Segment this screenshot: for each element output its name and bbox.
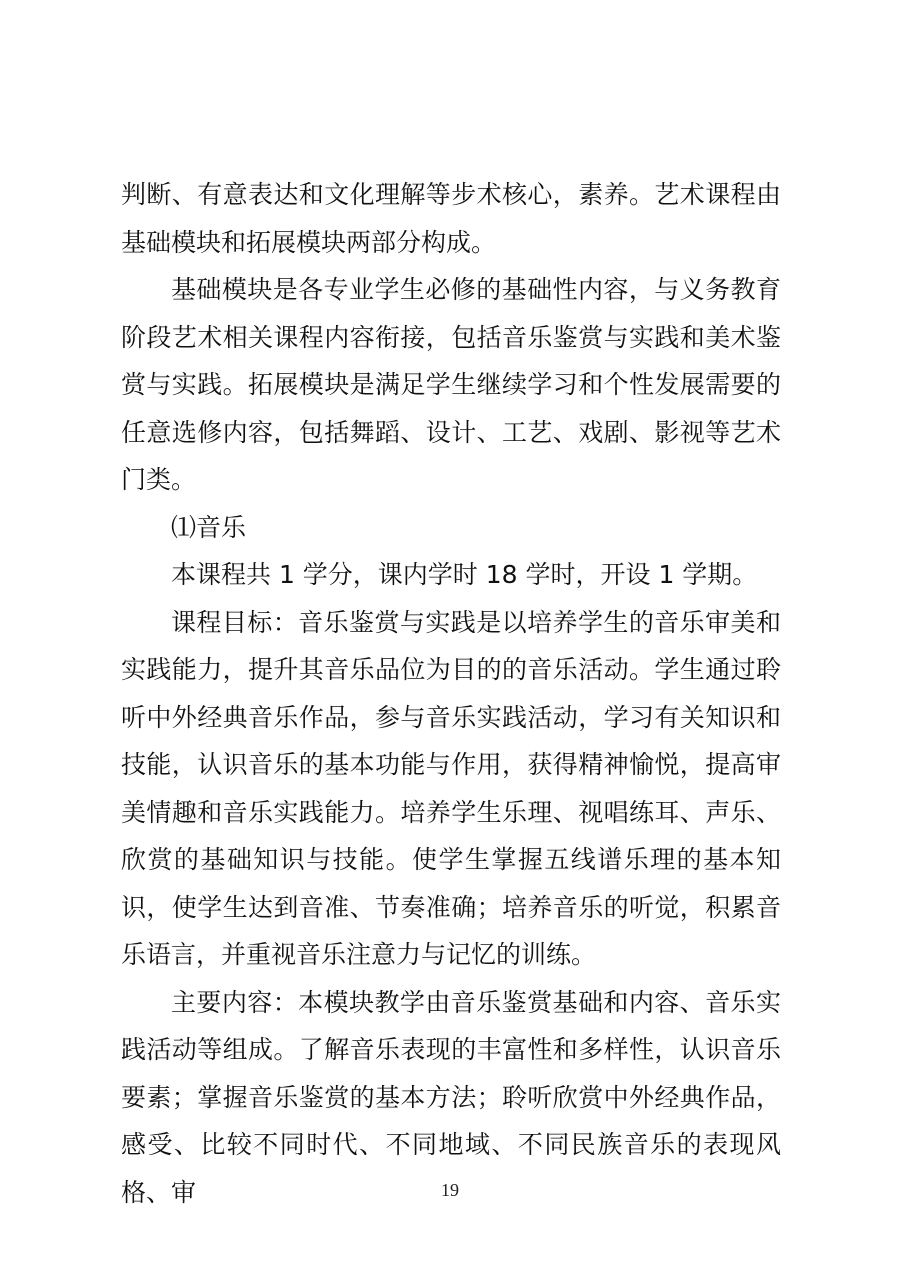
- page-number: 19: [441, 1180, 459, 1200]
- paragraph-course-goals: 课程目标：音乐鉴赏与实践是以培养学生的音乐审美和实践能力，提升其音乐品位为目的的音乐活动。学生通过聆听中外经典音乐作品，参与音乐实践活动，学习有关知识和技能，认识音乐的基本功能与作用，获得精神愉悦，提高审美情趣和音乐实践能力。培养学生乐理、视唱练耳、声乐、欣赏的基础知识与技能。使学生掌握五线谱乐理的基本知识，使学生达到音准、节奏准确；培养音乐的听觉，积累音乐语言，并重视音乐注意力与记忆的训练。: [121, 607, 781, 969]
- paragraph-main-content: 主要内容：本模块教学由音乐鉴赏基础和内容、音乐实践活动等组成。了解音乐表现的丰富性和多样性，认识音乐要素；掌握音乐鉴赏的基本方法；聆听欣赏中外经典作品，感受、比较不同时代、不同地域、不同民族音乐的表现风格、审: [121, 987, 781, 1207]
- body-text: [121, 171, 781, 1216]
- paragraph-basic-module: 基础模块是各专业学生必修的基础性内容，与义务教育阶段艺术相关课程内容衔接，包括音乐鉴赏与实践和美术鉴赏与实践。拓展模块是满足学生继续学习和个性发展需要的任意选修内容，包括舞蹈、设计、工艺、戏剧、影视等艺术门类。: [121, 275, 781, 494]
- paragraph-credits: 本课程共 1 学分，课内学时 18 学时，开设 1 学期。: [171, 560, 758, 589]
- paragraph-continuation: 判断、有意表达和文化理解等步术核心，素养。艺术课程由基础模块和拓展模块两部分构成。: [121, 180, 781, 257]
- section-heading-music: ⑴音乐: [171, 512, 247, 542]
